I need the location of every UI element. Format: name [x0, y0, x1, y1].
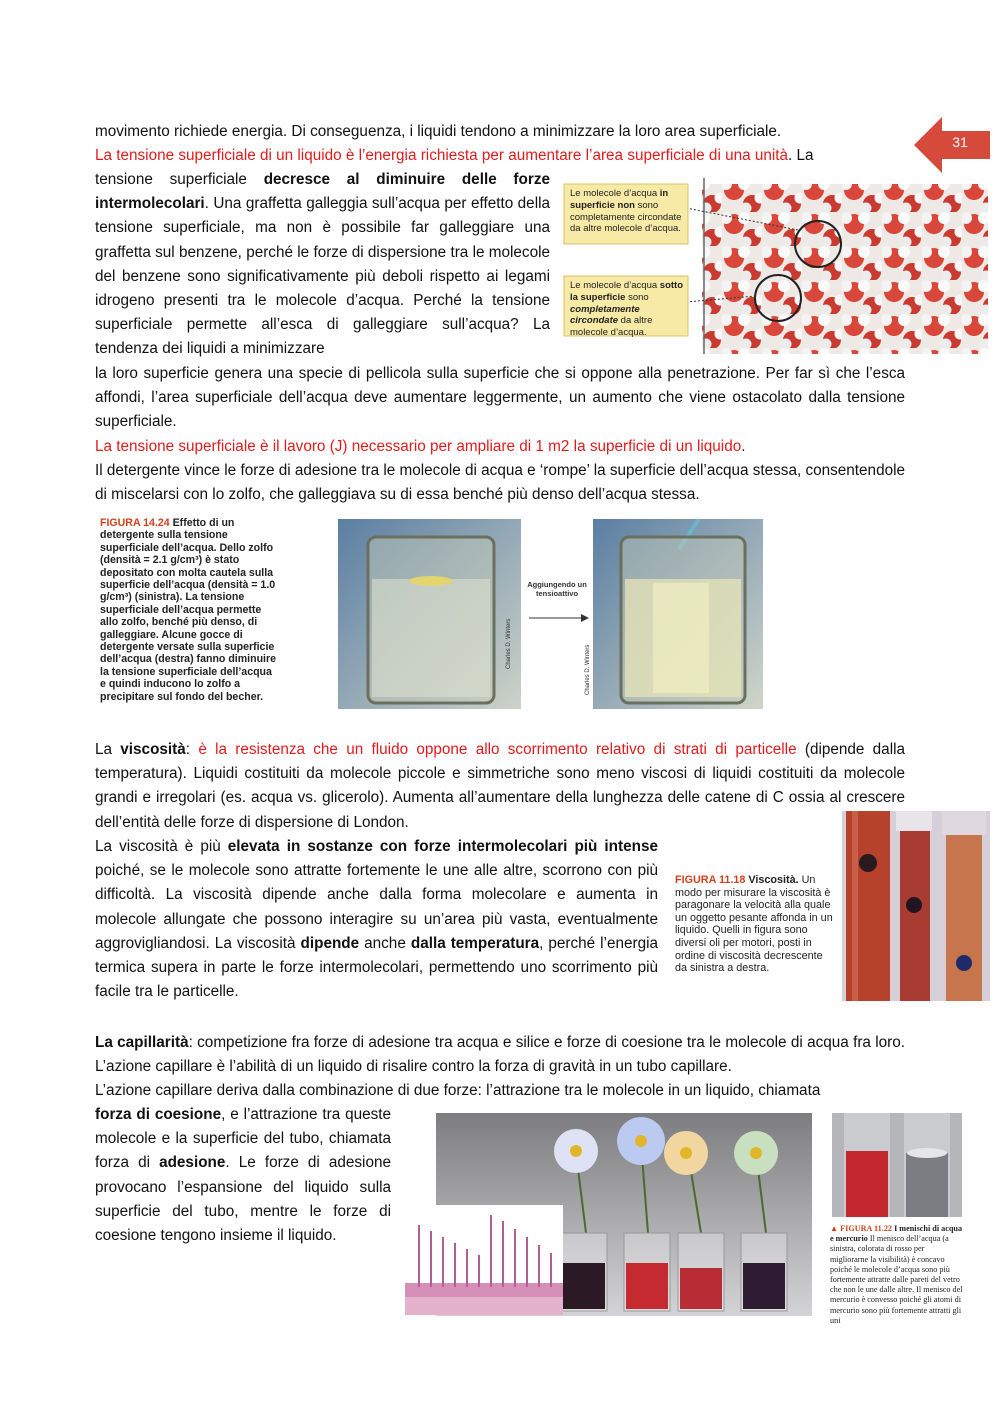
page-number: 31: [952, 134, 968, 150]
paragraph-capillarity-definition: La capillarità: competizione fra forze di adesione tra acqua e silice e forze di coesione tra le molecole di acqua fra loro. L’azione capillare è l’abilità di un liquido di risalire contro la forza di gravità in un tubo capillare.: [95, 1034, 905, 1076]
paragraph-surface-tension-work: La tensione superficiale è il lavoro (J) necessario per ampliare di 1 m2 la superficie di un liquido.: [95, 438, 746, 455]
water-molecules-figure: [562, 178, 988, 354]
paragraph-surface-film: la loro superficie genera una specie di pellicola sulla superficie che si oppone alla penetrazione. Per far sì che l’esca affondi, l’area superficiale dell’acqua deve aumentare leggermente, un aumento che viene ostacolato dalla tensione superficiale.: [95, 365, 905, 431]
photo-credit-left: Charles D. Winters: [506, 618, 512, 669]
beaker-photo-left: [338, 519, 521, 709]
paragraph-viscosity-definition: La viscosità: è la resistenza che un fluido oppone allo scorrimento relativo di strati di particelle (dipende dalla temperatura). Liquidi costituiti da molecole piccole e simmetriche sono meno viscosi di liquidi costituiti da molecole grandi e irregolari (es. acqua vs. glicerolo). Aumenta all’aumentare della lunghezza delle catene di C ossia al crescere dell’entità delle forze di dispersione di London.: [95, 741, 905, 831]
paragraph-surface-tension-body: tensione superficiale decresce al diminuire delle forze intermolecolari. Una graffetta galleggia sull’acqua per effetto della tensione superficiale, ma non è possibile far galleggiare una graffetta sul benzene, perché le forze di dispersione tra le molecole del benzene sono significativamente più deboli rispetto ai legami idrogeno presenti tra le molecole d’acqua. Perché la tensione superficiale permette all’esca di galleggiare sull’acqua? La tendenza dei liquidi a minimizzare: [95, 171, 550, 358]
beaker-photo-right: [585, 519, 763, 709]
paragraph-surface-tension-definition: La tensione superficiale di un liquido è l’energia richiesta per aumentare l’area superficiale di una unità. La: [95, 147, 814, 164]
photo-credit-right: Charles D. Winters: [585, 644, 591, 695]
meniscus-photo: [832, 1113, 962, 1217]
paragraph-viscosity-forces: La viscosità è più elevata in sostanze con forze intermolecolari più intense poiché, se le molecole sono attratte fortemente le une alle altre, scorrono con più difficoltà. La viscosità dipende anche dalla forma molecolare e aumenta in molecole allungate che possono interagire su un’area più vasta, eventualmente aggrovigliandosi. La viscosità dipende anche dalla temperatura, perché l’energia termica supera in parte le forze intermolecolari, permettendo uno scorrimento più facile tra le particelle.: [95, 838, 658, 1001]
figure-11-22-caption: ▲ FIGURA 11.22 I menischi di acqua e mercurio Il menisco dell’acqua (a sinistra, colorata di rosso per migliorarne la visibilità) è concavo poiché le molecole d’acqua sono più fortemente attratte dalle pareti del vetro che non le une dalle altre. Il menisco del mercurio è convesso poiché gli atomi di mercurio sono più fortemente attratti gli uni: [830, 1224, 963, 1325]
surfactant-arrow: [523, 580, 591, 630]
capillary-tubes-photo: [405, 1205, 563, 1315]
paragraph-capillary-action: L’azione capillare deriva dalla combinazione di due forze: l’attrazione tra le molecole in un liquido, chiamata: [95, 1082, 821, 1099]
viscosity-tubes-photo: [842, 811, 990, 1001]
surfactant-arrow-label: Aggiungendo un tensioattivo: [527, 580, 587, 598]
molecule-label-below-surface: Le molecole d’acqua sotto la superficie sono completamente circondate da altre molecole d’acqua.: [570, 280, 684, 339]
figure-14-24-caption: FIGURA 14.24 Effetto di un detergente sulla tensione superficiale dell’acqua. Dello zolfo (densità = 2.1 g/cm³) è stato depositato con molta cautela sulla superficie dell’acqua (densità = 1.0 g/cm³) (sinistra). La tensione superficiale dell’acqua permette allo zolfo, benché più denso, di galleggiare. Alcune gocce di detergente versate sulla superficie dell’acqua (destra) fanno diminuire la tensione superficiale dell’acqua e quindi inducono lo zolfo a precipitare sul fondo del becher.: [100, 517, 277, 703]
paragraph-cohesion-adhesion: forza di coesione, e l’attrazione tra queste molecole e la superficie del tubo, chiamata forza di adesione. Le forze di adesione provocano l’espansione del liquido sulla superficie del tubo, mentre le forze di coesione tengono insieme il liquido.: [95, 1106, 392, 1245]
paragraph-detergent: Il detergente vince le forze di adesione tra le molecole di acqua e ‘rompe’ la superficie dell’acqua stessa, consentendole di miscelarsi con lo zolfo, che galleggiava su di essa benché più denso dell’acqua stessa.: [95, 462, 905, 504]
paragraph-intro: movimento richiede energia. Di conseguenza, i liquidi tendono a minimizzare la loro area superficiale.: [95, 123, 782, 140]
molecule-label-surface: Le molecole d’acqua in superficie non sono completamente circondate da altre molecole d’acqua.: [570, 188, 682, 235]
figure-11-18-caption: FIGURA 11.18 Viscosità. Un modo per misurare la viscosità è paragonare la velocità alla quale un oggetto pesante affonda in un liquido. Quelli in figura sono diversi oli per motori, posti in ordine di viscosità decrescente da sinistra a destra.: [675, 874, 833, 975]
